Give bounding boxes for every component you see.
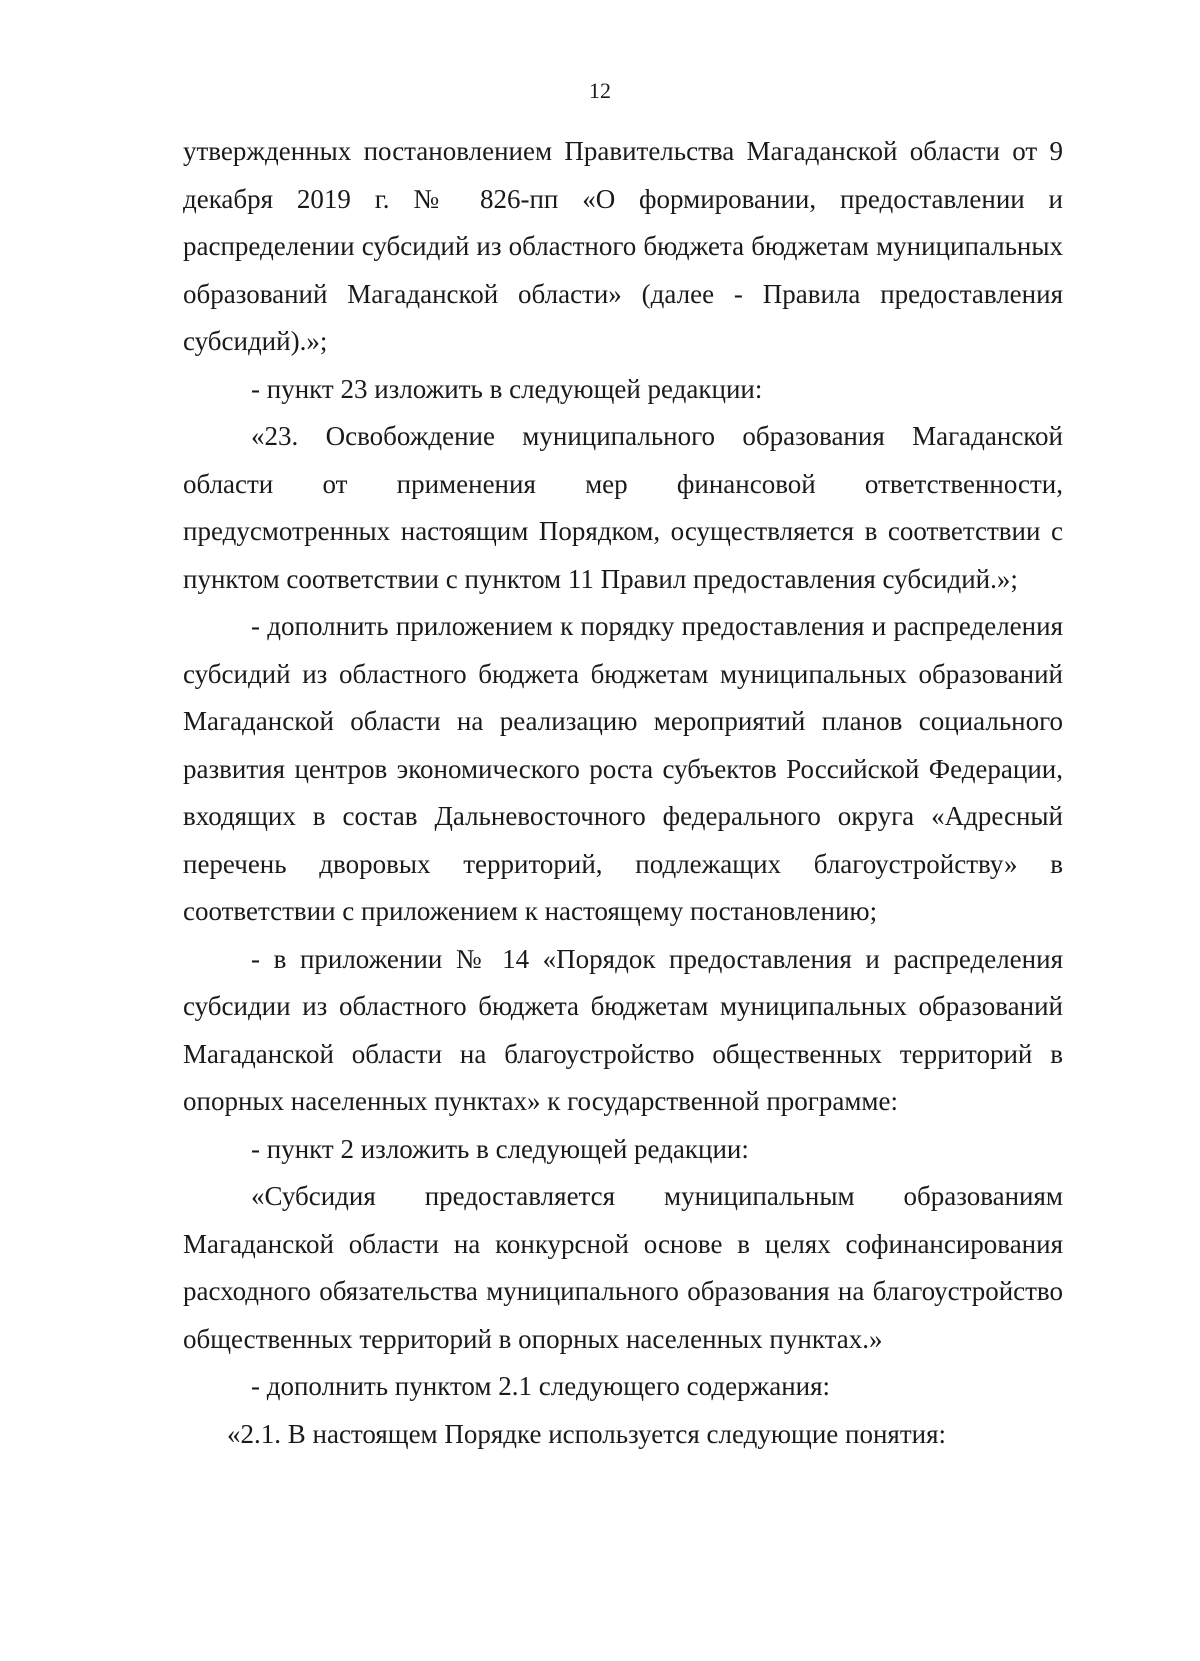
paragraph-add-appendix: - дополнить приложением к порядку предоставления и распределения субсидий из областного бюджета бюджетам муниципальных образований Магаданской области на реализацию мероприятий планов социального развития центров экономического роста субъектов Российской Федерации, входящих в состав Дальневосточного федерального округа «Адресный перечень дворовых территорий, подлежащих благоустройству» в соответствии с приложением к настоящему постановлению; bbox=[183, 611, 1063, 926]
paragraph-item-23-text: «23. Освобождение муниципального образования Магаданской области от применения мер финансовой ответственности, предусмотренных настоящим Порядком, осуществляется в соответствии с пунктом соответствии с пунктом 11 Правил предоставления субсидий.»; bbox=[183, 421, 1063, 594]
page-number: 12 bbox=[589, 78, 611, 103]
paragraph-continuation: утвержденных постановлением Правительства Магаданской области от 9 декабря 2019 г. № 826-пп «О формировании, предоставлении и распределении субсидий из областного бюджета бюджетам муниципальных образований Магаданской области» (далее - Правила предоставления субсидий).»; bbox=[183, 136, 1063, 356]
paragraph-appendix-14: - в приложении № 14 «Порядок предоставления и распределения субсидии из областного бюджета бюджетам муниципальных образований Магаданской области на благоустройство общественных территорий в опорных населенных пунктах» к государственной программе: bbox=[183, 943, 1063, 1116]
paragraph-item-2-instruction: - пункт 2 изложить в следующей редакции: bbox=[251, 1133, 749, 1164]
paragraph-item-2-1-instruction: - дополнить пунктом 2.1 следующего содержания: bbox=[251, 1371, 831, 1401]
document-body bbox=[183, 128, 1063, 1458]
paragraph-item-23-instruction: - пункт 23 изложить в следующей редакции: bbox=[251, 373, 763, 404]
paragraph-item-2-1-text: «2.1. В настоящем Порядке используется следующие понятия: bbox=[227, 1418, 946, 1449]
paragraph-item-2-text: «Субсидия предоставляется муниципальным образованиям Магаданской области на конкурсной основе в целях софинансирования расходного обязательства муниципального образования на благоустройство общественных территорий в опорных населенных пунктах.» bbox=[183, 1181, 1063, 1354]
